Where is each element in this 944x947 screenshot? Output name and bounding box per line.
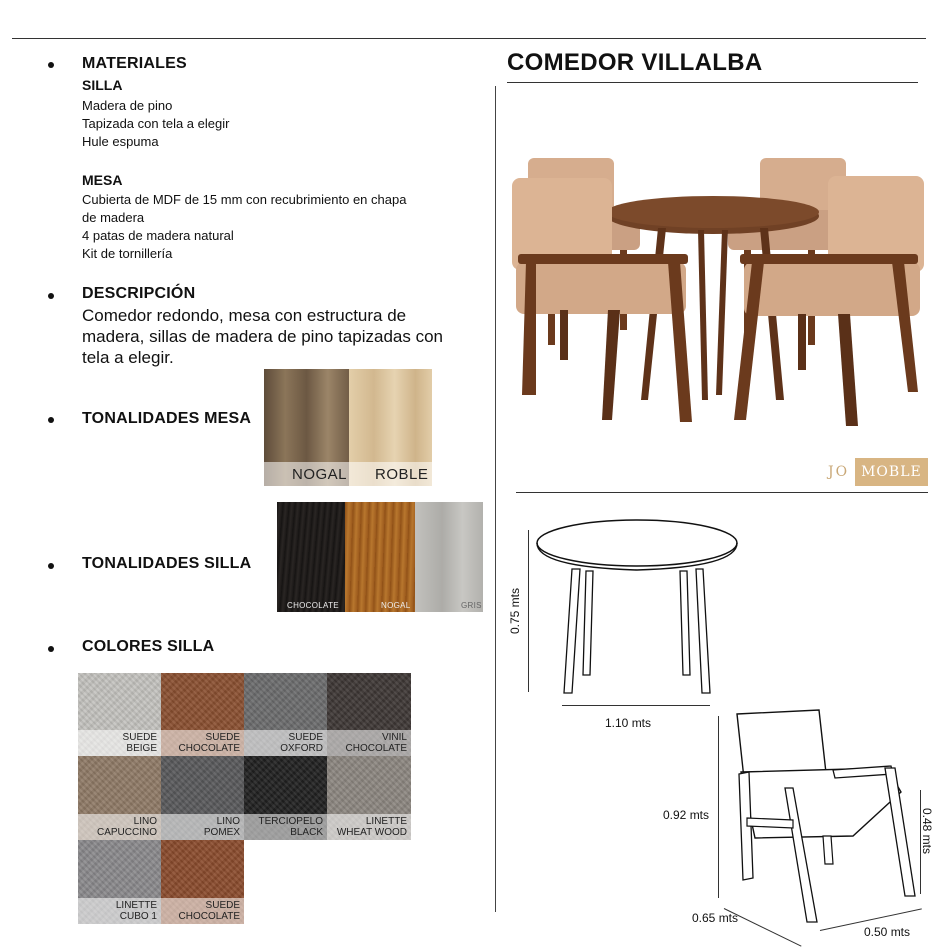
color-swatch[interactable] bbox=[244, 756, 327, 840]
color-swatch[interactable] bbox=[244, 673, 327, 756]
section-divider bbox=[516, 492, 928, 493]
vertical-divider bbox=[495, 86, 496, 912]
mesa-line-1: Cubierta de MDF de 15 mm con recubrimiento en chapa bbox=[82, 192, 407, 207]
brand-logo-right: MOBLE bbox=[855, 458, 928, 486]
color-swatch[interactable] bbox=[78, 840, 161, 924]
swatch-label: TERCIOPELO BLACK bbox=[258, 816, 323, 838]
chair-height-line bbox=[718, 716, 719, 898]
descripcion-line-1: Comedor redondo, mesa con estructura de bbox=[82, 306, 407, 325]
swatch-label: VINIL CHOCOLATE bbox=[345, 732, 407, 754]
heading-descripcion: DESCRIPCIÓN bbox=[82, 285, 196, 302]
heading-tonalidades-silla: TONALIDADES SILLA bbox=[82, 555, 252, 572]
brand-logo-left: JO bbox=[828, 464, 850, 480]
heading-silla: SILLA bbox=[82, 77, 123, 93]
color-swatch[interactable] bbox=[161, 673, 244, 756]
mesa-line-2: de madera bbox=[82, 210, 145, 225]
mesa-line-3: 4 patas de madera natural bbox=[82, 228, 234, 243]
swatch-label: LINETTE CUBO 1 bbox=[115, 900, 157, 922]
table-height-line bbox=[528, 530, 529, 692]
tone-silla-nogal-label: NOGAL bbox=[381, 601, 411, 610]
brand-logo bbox=[822, 457, 928, 487]
bullet-tonalidades-mesa bbox=[48, 417, 54, 423]
table-technical-drawing bbox=[530, 515, 745, 710]
product-illustration bbox=[508, 150, 928, 435]
page-title: COMEDOR VILLALBA bbox=[507, 49, 763, 76]
tone-mesa-nogal-label: NOGAL bbox=[292, 466, 348, 483]
chair-technical-drawing bbox=[733, 708, 923, 928]
swatch-label: LINO CAPUCCINO bbox=[96, 816, 157, 838]
dim-table-height: 0.75 mts bbox=[508, 587, 522, 635]
descripcion-line-2: madera, sillas de madera de pino tapizadas con bbox=[82, 327, 443, 346]
swatch-label: LINO POMEX bbox=[203, 816, 240, 838]
heading-tonalidades-mesa: TONALIDADES MESA bbox=[82, 410, 252, 427]
mesa-line-4: Kit de tornillería bbox=[82, 246, 173, 261]
color-swatch[interactable] bbox=[327, 673, 411, 756]
top-rule bbox=[12, 38, 926, 39]
swatch-label: LINETTE WHEAT WOOD bbox=[336, 816, 407, 838]
dim-chair-width: 0.50 mts bbox=[864, 925, 911, 939]
dim-seat-height: 0.48 mts bbox=[920, 807, 934, 855]
color-swatch[interactable] bbox=[78, 673, 161, 756]
tone-silla-nogal[interactable] bbox=[345, 502, 415, 612]
bullet-materiales bbox=[48, 62, 54, 68]
color-swatch[interactable] bbox=[161, 756, 244, 840]
swatch-label: SUEDE BEIGE bbox=[122, 732, 157, 754]
tone-mesa-roble[interactable] bbox=[349, 369, 432, 486]
heading-materiales: MATERIALES bbox=[82, 55, 187, 72]
swatch-label: SUEDE OXFORD bbox=[280, 732, 323, 754]
swatch-label: SUEDE CHOCOLATE bbox=[178, 732, 240, 754]
bullet-tonalidades-silla bbox=[48, 563, 54, 569]
dim-chair-depth: 0.65 mts bbox=[692, 911, 739, 925]
tone-mesa-nogal[interactable] bbox=[264, 369, 349, 486]
table-width-line bbox=[562, 705, 710, 706]
swatch-label: SUEDE CHOCOLATE bbox=[178, 900, 240, 922]
silla-line-2: Tapizada con tela a elegir bbox=[82, 116, 230, 131]
color-swatch[interactable] bbox=[161, 840, 244, 924]
tone-silla-gris-label: GRIS bbox=[461, 601, 482, 610]
descripcion-line-3: tela a elegir. bbox=[82, 348, 174, 367]
bullet-colores-silla bbox=[48, 646, 54, 652]
tone-mesa-roble-label: ROBLE bbox=[375, 466, 429, 483]
color-swatch[interactable] bbox=[327, 756, 411, 840]
title-underline bbox=[507, 82, 918, 83]
tone-silla-chocolate[interactable] bbox=[277, 502, 345, 612]
heading-mesa: MESA bbox=[82, 172, 123, 188]
dim-chair-height: 0.92 mts bbox=[663, 808, 710, 822]
bullet-descripcion bbox=[48, 293, 54, 299]
tone-silla-gris[interactable] bbox=[415, 502, 483, 612]
silla-line-3: Hule espuma bbox=[82, 134, 159, 149]
tone-silla-chocolate-label: CHOCOLATE bbox=[287, 601, 339, 610]
dim-table-diameter: 1.10 mts bbox=[605, 716, 652, 730]
color-swatch[interactable] bbox=[78, 756, 161, 840]
silla-line-1: Madera de pino bbox=[82, 98, 173, 113]
heading-colores-silla: COLORES SILLA bbox=[82, 638, 215, 655]
